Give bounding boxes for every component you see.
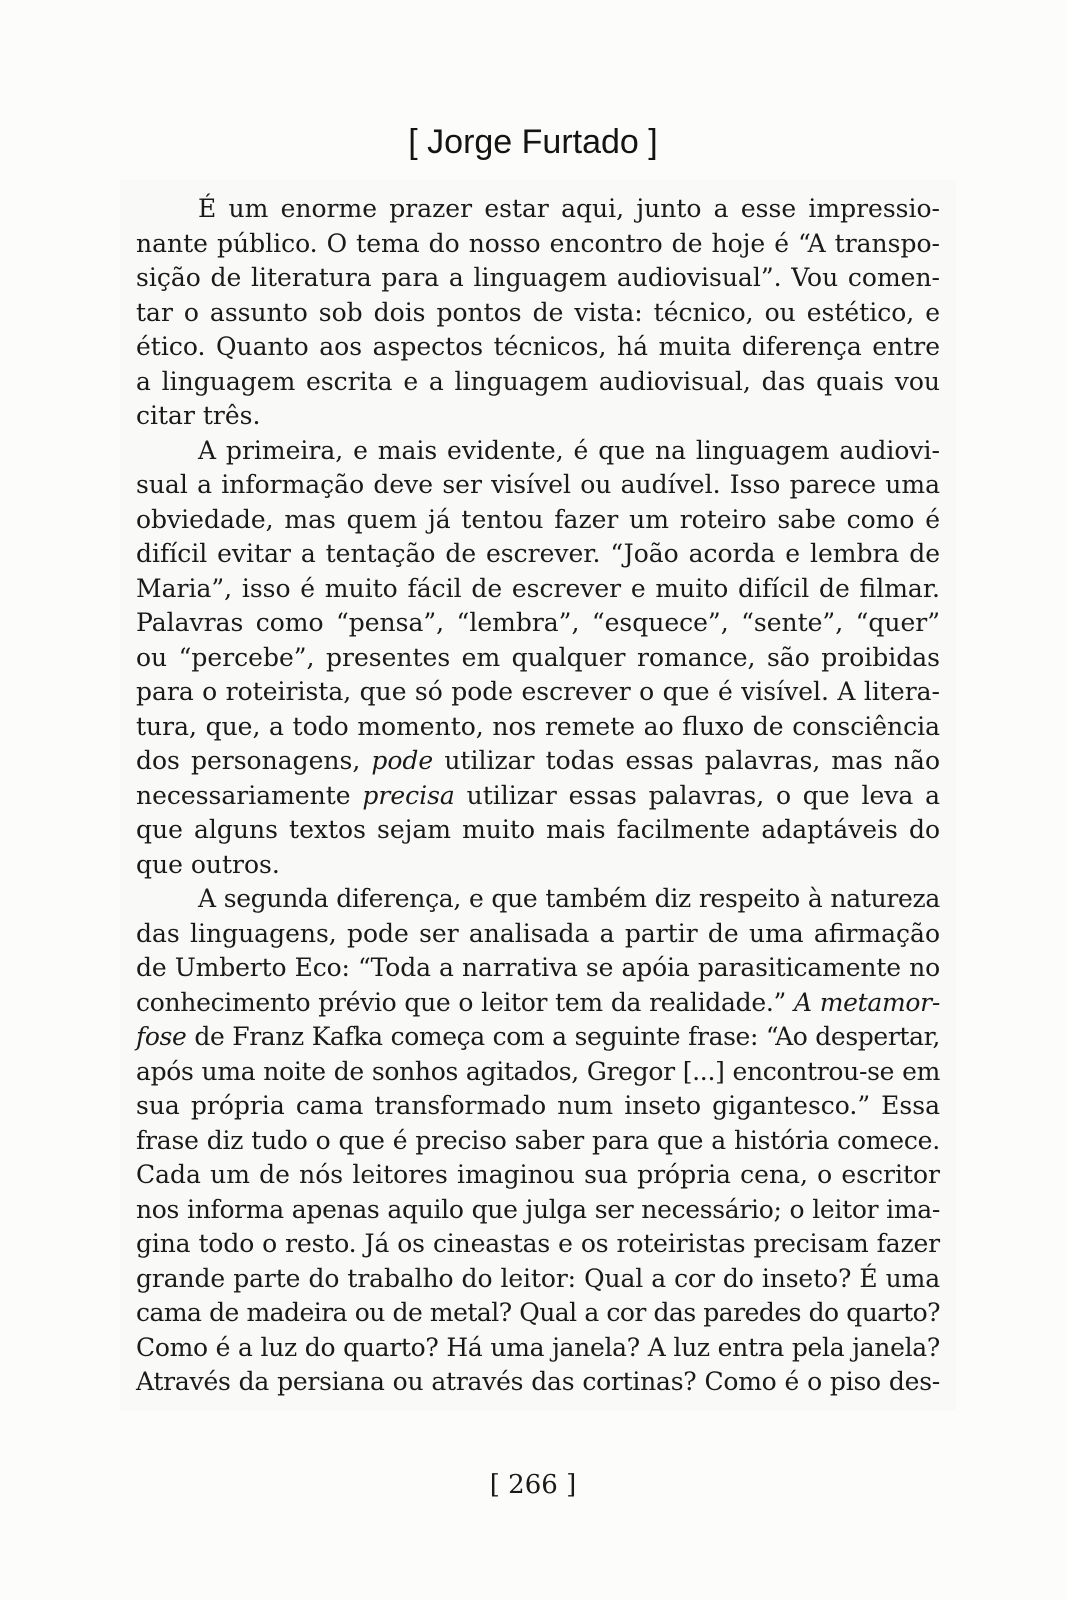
text-line [136,365,940,400]
text-line [136,848,940,883]
text-segment: das linguagens, pode ser analisada a partir de uma afirmação [136,918,940,948]
text-line [136,572,940,607]
text-line [136,917,940,952]
text-segment: A primeira, e mais evidente, é que na linguagem audiovi- [198,435,940,465]
text-segment: nos informa apenas aquilo que julga ser necessário; o leitor ima- [136,1194,940,1224]
text-segment: de Franz Kafka começa com a seguinte frase: “Ao despertar, [186,1022,940,1051]
text-line [136,951,940,986]
text-segment: que alguns textos sejam muito mais facilmente adaptáveis do [136,815,940,844]
text-line [136,399,940,434]
text-line [136,986,940,1021]
text-segment: a linguagem escrita e a linguagem audiovisual, das quais vou [136,366,940,396]
text-segment: Através da persiana ou através das cortinas? Como é o piso des- [136,1367,940,1396]
paragraph [136,882,940,1400]
text-line [136,434,940,469]
text-line [136,1296,940,1331]
text-line [136,710,940,745]
page-number: [ 266 ] [489,1470,577,1500]
text-line [136,882,940,917]
text-segment: Como é a luz do quarto? Há uma janela? A luz entra pela janela? [136,1332,940,1362]
text-segment: obviedade, mas quem já tentou fazer um roteiro sabe como é [136,504,940,534]
italic-text: pode [371,746,434,775]
text-segment: ético. Quanto aos aspectos técnicos, há muita diferença entre [136,332,940,361]
text-line [136,227,940,262]
text-segment: Cada um de nós leitores imaginou sua própria cena, o escritor [136,1160,940,1189]
text-segment: nante público. O tema do nosso encontro de hoje é “A transpo- [136,228,940,258]
text-line [136,744,940,779]
text-line [136,1124,940,1159]
text-segment: de Umberto Eco: “Toda a narrativa se apóia parasiticamente no [136,953,940,982]
text-line [136,1193,940,1228]
text-segment: necessariamente [136,780,363,810]
text-segment: para o roteirista, que só pode escrever o que é visível. A litera- [136,677,940,706]
text-segment: após uma noite de sonhos agitados, Gregor [...] encontrou-se em [136,1056,940,1086]
text-segment: É um enorme prazer estar aqui, junto a esse impressio- [198,194,940,223]
text-segment: A segunda diferença, e que também diz respeito à natureza [198,884,940,913]
text-line [136,1365,940,1400]
text-segment: Palavras como “pensa”, “lembra”, “esquece”, “sente”, “quer” [136,608,940,637]
text-segment: Maria”, isso é muito fácil de escrever e muito difícil de filmar. [136,573,940,603]
body-text [136,192,940,1400]
text-line [136,296,940,331]
text-segment: cama de madeira ou de metal? Qual a cor das paredes do quarto? [136,1298,940,1327]
text-segment: grande parte do trabalho do leitor: Qual a cor do inseto? É uma [136,1263,940,1293]
page-title: [ Jorge Furtado ] [408,123,658,161]
text-segment: sual a informação deve ser visível ou audível. Isso parece uma [136,470,940,499]
text-segment: utilizar todas essas palavras, mas não [433,746,940,775]
text-line [136,537,940,572]
text-line [136,1020,940,1055]
text-line [136,503,940,538]
text-segment: que outros. [136,849,280,879]
text-segment: sua própria cama transformado num inseto gigantesco.” Essa [136,1091,940,1120]
text-segment: ou “percebe”, presentes em qualquer romance, são proibidas [136,642,940,672]
text-line [136,261,940,296]
text-line [136,330,940,365]
paragraph [136,192,940,434]
italic-text: precisa [362,780,455,810]
text-line [136,1055,940,1090]
text-line [136,192,940,227]
text-line [136,468,940,503]
text-segment: sição de literatura para a linguagem audiovisual”. Vou comen- [136,263,940,292]
text-segment: tar o assunto sob dois pontos de vista: técnico, ou estético, e [136,297,940,327]
text-segment: tura, que, a todo momento, nos remete ao fluxo de consciência [136,711,940,741]
text-segment: gina todo o resto. Já os cineastas e os roteiristas precisam fazer [136,1229,940,1258]
text-line [136,675,940,710]
text-line [136,1089,940,1124]
text-line [136,813,940,848]
text-segment: frase diz tudo o que é preciso saber para que a história comece. [136,1125,940,1155]
text-line [136,641,940,676]
text-line [136,1158,940,1193]
text-line [136,606,940,641]
text-segment: difícil evitar a tentação de escrever. “João acorda e lembra de [136,539,940,568]
italic-text: fose [136,1022,187,1051]
text-line [136,1227,940,1262]
text-line [136,1262,940,1297]
text-segment: conhecimento prévio que o leitor tem da realidade.” [136,987,794,1017]
italic-text: A metamor- [793,987,940,1017]
text-segment: citar três. [136,401,261,430]
text-line [136,1331,940,1366]
text-segment: dos personagens, [136,746,372,775]
text-segment: utilizar essas palavras, o que leva a [454,780,941,810]
text-line [136,779,940,814]
paragraph [136,434,940,883]
